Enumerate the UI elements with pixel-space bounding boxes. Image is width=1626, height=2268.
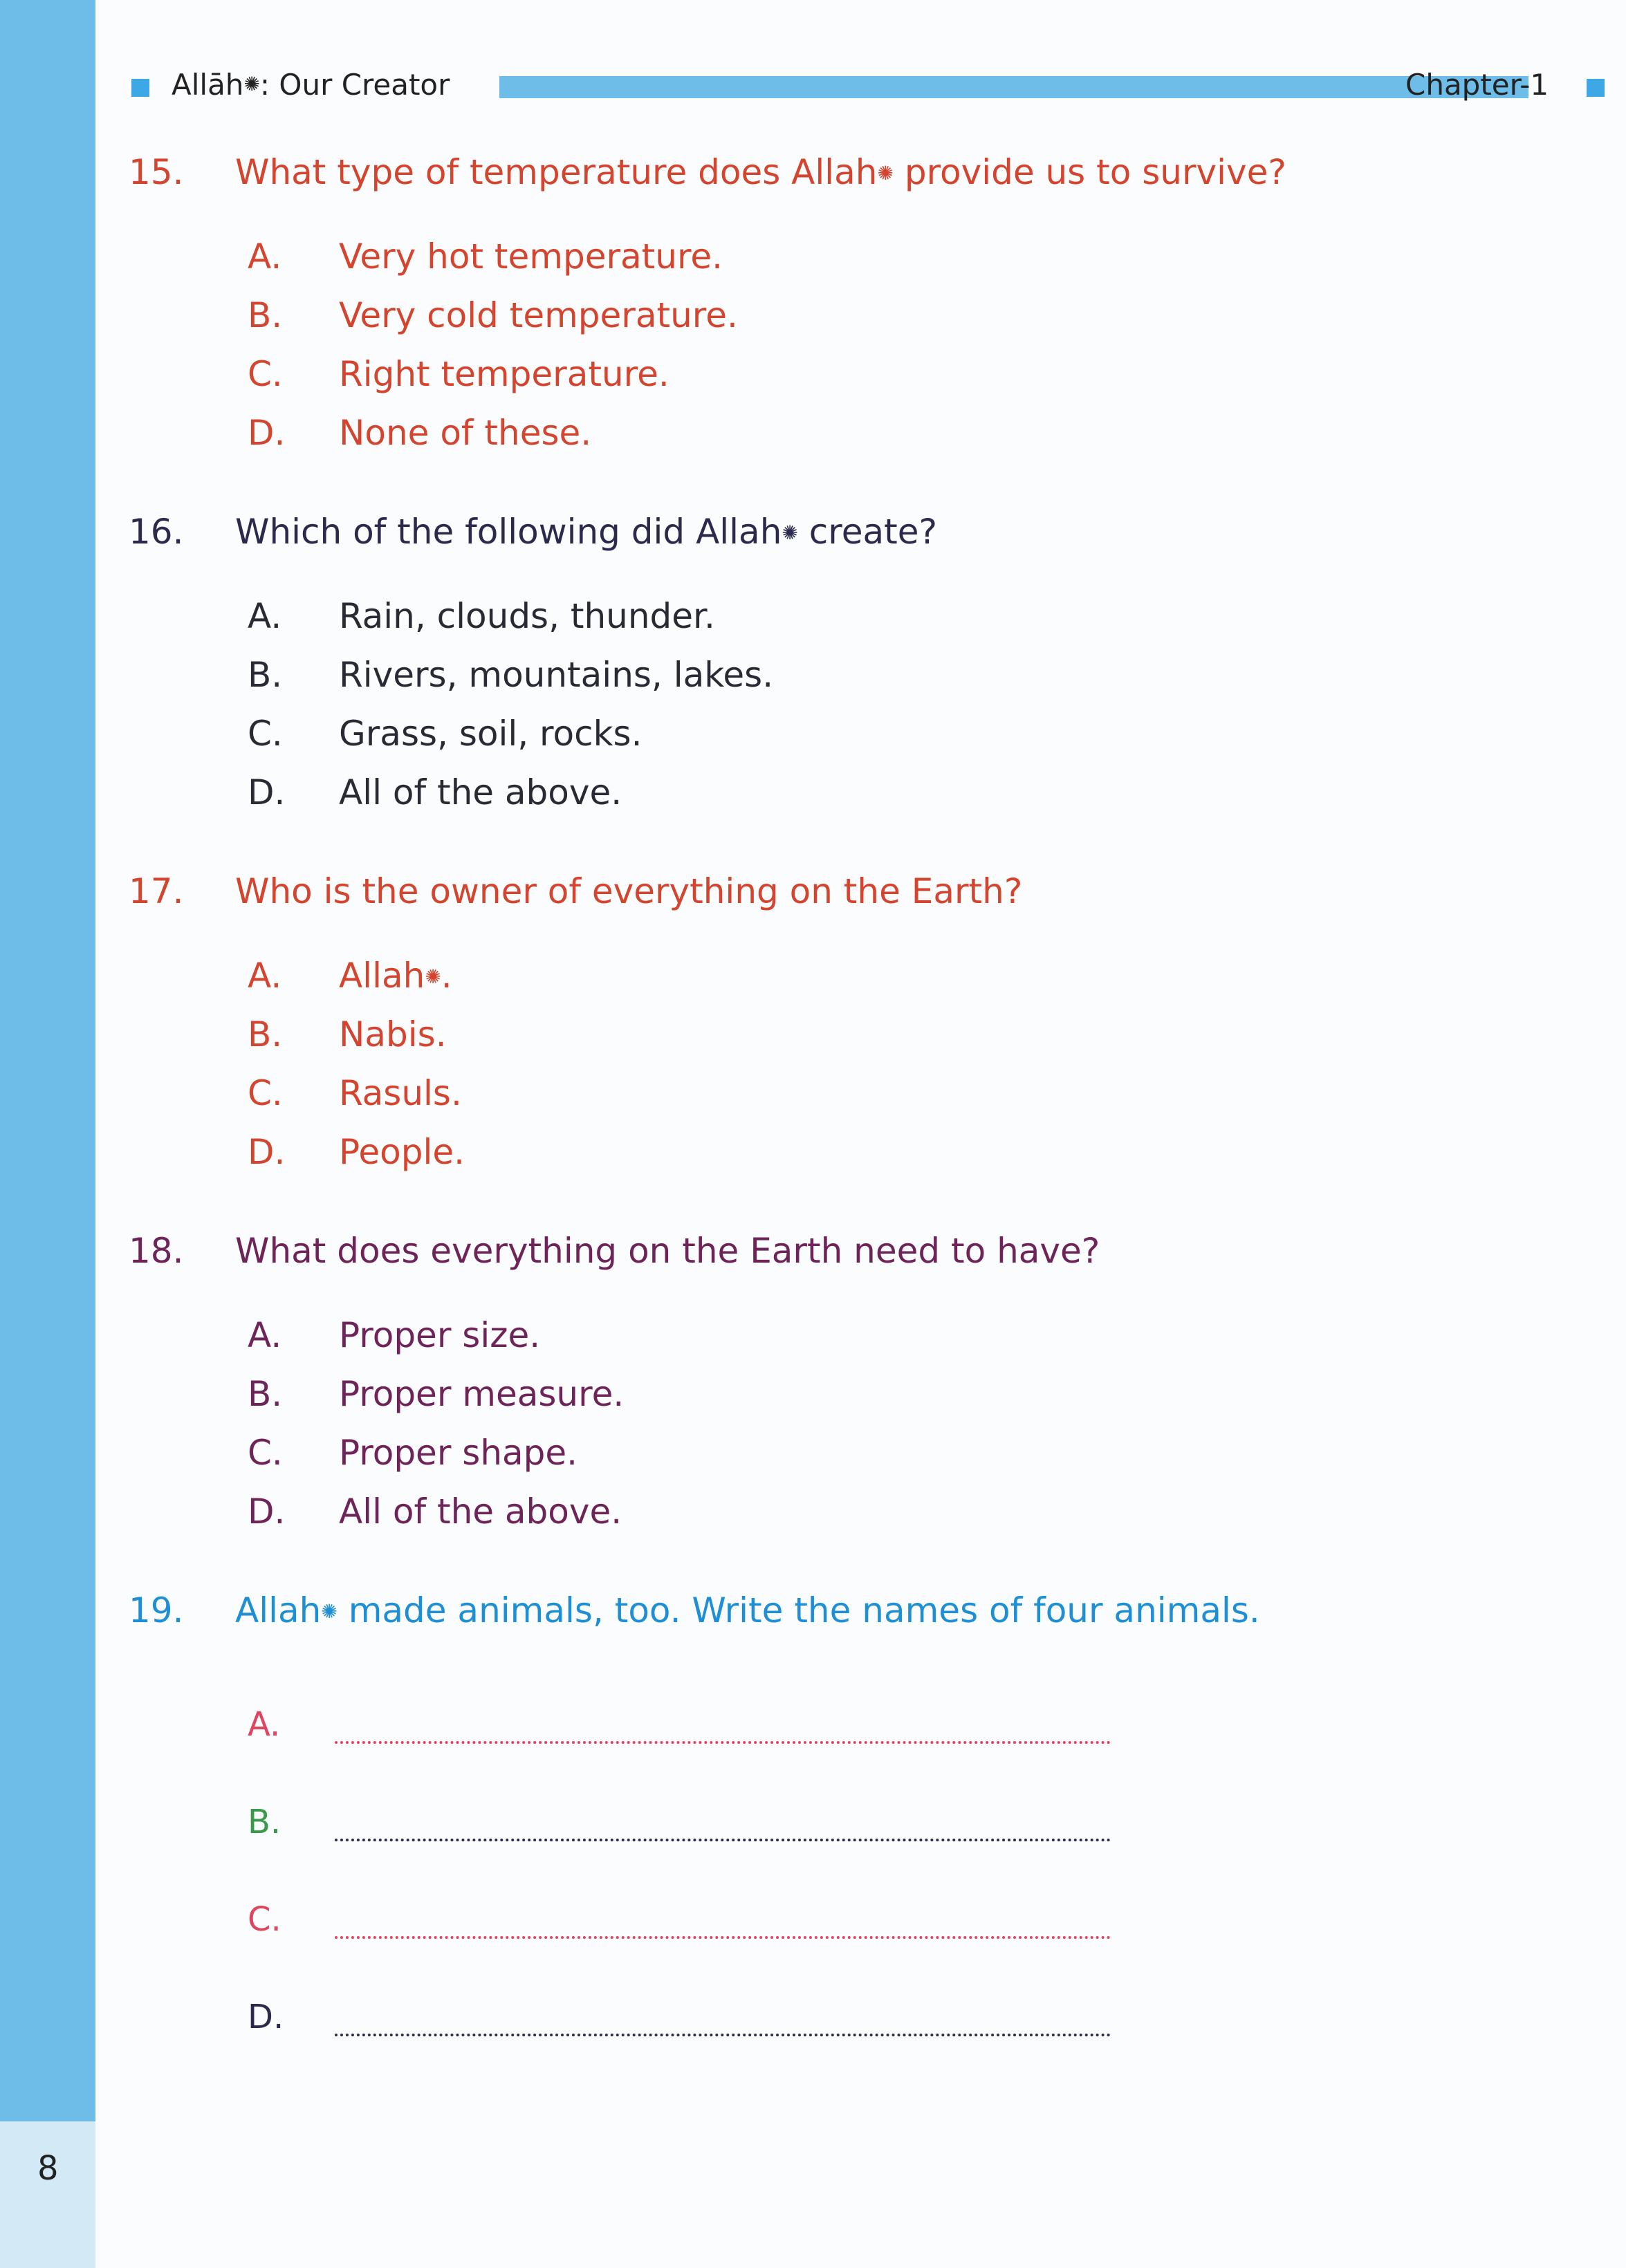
option-text: Proper shape. [339,1433,578,1473]
option-text: Allah✺. [339,956,452,996]
option-letter: A. [248,236,282,277]
answer-line-a[interactable] [248,1705,1216,1747]
answer-line-b[interactable] [248,1803,1216,1844]
question-text: What does everything on the Earth need to have? [235,1231,1100,1271]
honorific-icon: ✺ [425,965,441,988]
question-number: 15. [129,152,184,192]
option-letter: A. [248,1315,282,1355]
option-letter: A. [248,596,282,636]
option-text: Proper size. [339,1315,541,1355]
page-number: 8 [37,2149,59,2188]
answer-letter: C. [248,1900,281,1939]
option-letter: D. [248,1132,286,1172]
option-text: Rasuls. [339,1073,462,1113]
option-letter: B. [248,1014,283,1054]
option-text: Rain, clouds, thunder. [339,596,715,636]
question-number: 18. [129,1231,184,1271]
header-bar [499,76,1528,98]
question-text: Which of the following did Allah✺ create? [235,512,938,552]
option-letter: A. [248,956,282,996]
option-text: Very hot temperature. [339,236,723,277]
option-text: All of the above. [339,1491,622,1532]
option-letter: D. [248,1491,286,1532]
question-text: What type of temperature does Allah✺ provide us to survive? [235,152,1286,192]
answer-letter: B. [248,1803,281,1841]
option-text: Grass, soil, rocks. [339,714,643,754]
option-letter: B. [248,295,283,335]
answer-field[interactable] [335,1741,1111,1744]
option-text: Right temperature. [339,354,669,394]
option-letter: C. [248,1433,283,1473]
option-text: Proper measure. [339,1374,625,1414]
page-number-box [0,2121,95,2268]
honorific-icon: ✺ [321,1600,338,1623]
left-sidebar-band [0,0,95,2121]
header-square-right-icon [1587,79,1605,97]
page-header [131,66,1605,108]
option-text: None of these. [339,413,592,453]
honorific-icon: ✺ [877,162,894,185]
question-number: 19. [129,1590,184,1630]
option-text: Nabis. [339,1014,447,1054]
answer-field[interactable] [335,1839,1111,1841]
option-letter: D. [248,772,286,812]
answer-field[interactable] [335,1936,1111,1939]
option-text: People. [339,1132,465,1172]
option-text: Very cold temperature. [339,295,738,335]
honorific-icon: ✺ [243,73,260,95]
answer-letter: D. [248,1998,284,2036]
option-letter: B. [248,1374,283,1414]
question-number: 17. [129,871,184,911]
answer-line-c[interactable] [248,1900,1216,1942]
question-number: 16. [129,512,184,552]
option-letter: C. [248,714,283,754]
option-letter: D. [248,413,286,453]
header-square-left-icon [131,79,149,97]
option-text: Rivers, mountains, lakes. [339,655,774,695]
question-text: Who is the owner of everything on the Earth? [235,871,1023,911]
option-letter: B. [248,655,283,695]
chapter-label: Chapter-1 [1405,68,1549,102]
question-text: Allah✺ made animals, too. Write the names of four animals. [235,1590,1260,1630]
option-text: All of the above. [339,772,622,812]
answer-line-d[interactable] [248,1998,1216,2039]
chapter-title: Allāh✺: Our Creator [172,68,450,102]
option-letter: C. [248,354,283,394]
answer-field[interactable] [335,2034,1111,2036]
honorific-icon: ✺ [782,521,798,544]
option-letter: C. [248,1073,283,1113]
answer-letter: A. [248,1705,281,1744]
